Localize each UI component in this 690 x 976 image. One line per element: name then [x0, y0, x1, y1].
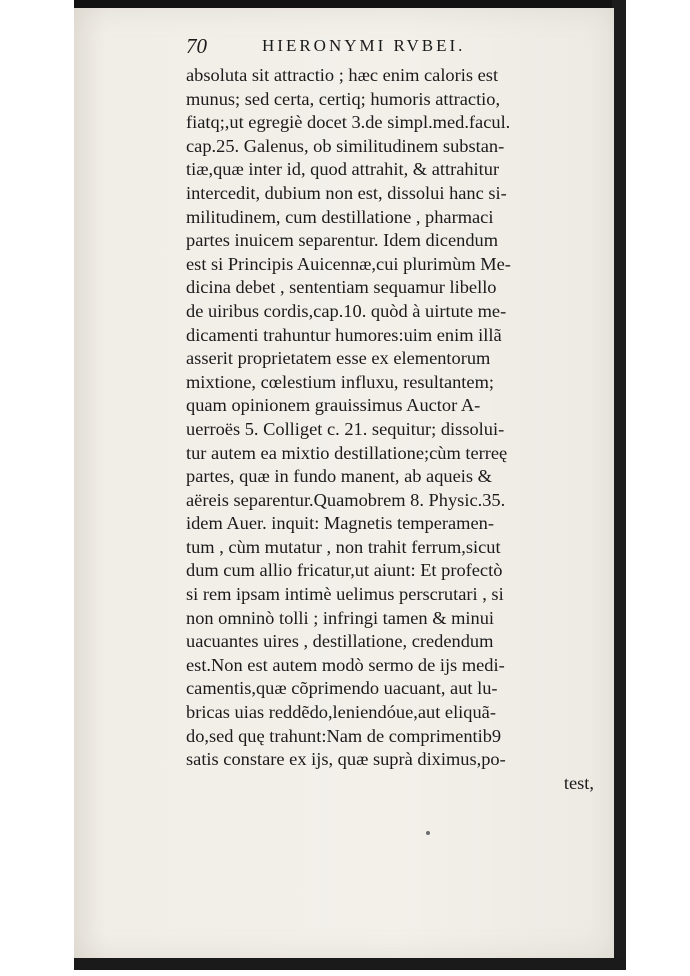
- text-line: do,sed quę trahunt:Nam de comprimentib9: [186, 725, 502, 746]
- text-line: dum cum allio fricatur,ut aiunt: Et profectò: [186, 560, 503, 581]
- text-line: dicina debet , sententiam sequamur libello: [186, 277, 497, 298]
- scan-border-top: [74, 0, 626, 8]
- text-line: cap.25. Galenus, ob similitudinem substan-: [186, 135, 505, 156]
- text-line: camentis,quæ cõprimendo uacuant, aut lu-: [186, 678, 498, 699]
- text-line: est si Principis Auicennæ,cui plurimùm Me-: [186, 253, 511, 274]
- text-line: est.Non est autem modò sermo de ijs medi-: [186, 654, 505, 675]
- text-line: quam opinionem grauissimus Auctor A-: [186, 395, 481, 416]
- page-number: 70: [186, 34, 207, 58]
- text-line: non omninò tolli ; infringi tamen & minui: [186, 607, 495, 628]
- text-line: aëreis separentur.Quamobrem 8. Physic.35.: [186, 489, 506, 510]
- text-line: uerroës 5. Colliget c. 21. sequitur; dissolui-: [186, 418, 505, 439]
- text-line: partes inuicem separentur. Idem dicendum: [186, 230, 499, 251]
- body-text: [186, 64, 594, 795]
- ink-speck: [426, 831, 430, 835]
- text-line: fiatq;,ut egregiè docet 3.de simpl.med.facul.: [186, 112, 511, 133]
- text-line: tur autem ea mixtio destillatione;cùm terreę: [186, 442, 508, 463]
- text-line: partes, quæ in fundo manent, ab aqueis &: [186, 466, 492, 487]
- text-line: militudinem, cum destillatione , pharmaci: [186, 206, 494, 227]
- text-line-catchword: test,: [563, 772, 594, 793]
- running-head: HIERONYMI RVBEI.: [262, 36, 466, 55]
- text-line: bricas uias reddẽdo,leniendóue,aut eliquã-: [186, 702, 496, 723]
- text-line: intercedit, dubium non est, dissolui hanc si-: [186, 182, 507, 203]
- text-line: uacuantes uires , destillatione, credendum: [186, 631, 494, 652]
- text-line: mixtione, cœlestium influxu, resultantem;: [186, 371, 494, 392]
- text-line: absoluta sit attractio ; hæc enim caloris est: [186, 65, 499, 85]
- scan-border-bottom: [74, 958, 626, 970]
- text-line: de uiribus cordis,cap.10. quòd à uirtute me-: [186, 300, 507, 321]
- text-line: tiæ,quæ inter id, quod attrahit, & attrahitur: [186, 159, 500, 180]
- text-line: si rem ipsam intimè uelimus perscrutari , si: [186, 584, 504, 605]
- text-line: idem Auer. inquit: Magnetis temperamen-: [186, 513, 494, 534]
- text-line: tum , cùm mutatur , non trahit ferrum,sicut: [186, 536, 501, 557]
- text-line: asserit proprietatem esse ex elementorum: [186, 348, 491, 369]
- text-line: satis constare ex ijs, quæ suprà diximus,po-: [186, 749, 506, 770]
- text-line: dicamenti trahuntur humores:uim enim illã: [186, 324, 502, 345]
- scan-border-right: [612, 0, 626, 970]
- text-line: munus; sed certa, certiq; humoris attractio,: [186, 88, 501, 109]
- page-header: [112, 34, 592, 64]
